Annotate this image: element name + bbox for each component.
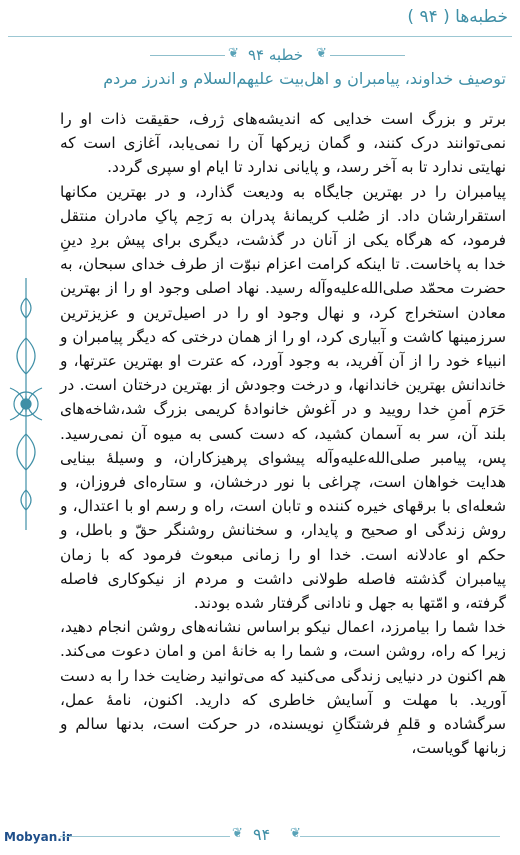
page-footer: [0, 822, 520, 855]
footer-rule-right: [300, 836, 500, 837]
margin-ornament-icon: [4, 278, 48, 530]
paragraph: خدا شما را بیامرزد، اعمال نیکو براساس نشانه‌های روشن انجام دهید، زیرا که راه، روشن است، و شما را به خانهٔ امن و امان دعوت می‌کند. هم اکنون در دنیایی زندگی می‌کنید که می‌توانید رضایت خدا را به دست آورید. با مهلت و آسایش خاطری که دارید. اکنون، نامهٔ عمل، سرگشاده و قلمِ فرشتگانِ نویسنده، در حرکت است، بدنها سالم و زبانها گویاست،: [60, 618, 506, 758]
sermon-body: [60, 107, 506, 760]
sermon-number: خطبه ۹۴: [248, 46, 304, 64]
ornament-rule-left: [150, 55, 225, 56]
paragraph: پیامبران را در بهترین جایگاه به ودیعت گذارد، و در بهترین مکانها استقرارشان داد. از صُلب کریمانهٔ پدران به رَحِم پاکِ مادران منتقل فرمود، که هرگاه یکی از آنان در گذشت، دیگری برای پیش بردِ دینِ خدا به پاخاست. تا اینکه کرامت اعزام نبوّت از طرف خدای سبحان، به حضرت محمّد صلی‌الله‌علیه‌وآله رسید. نهاد اصلی وجود او را از بهترین معادن استخراج کرد، و نهال وجود او را در اصیل‌ترین و عزیزترین سرزمینها کاشت و آبیاری کرد، او را از همان درختی که دیگر پیامبران و انبیاء خود را از آن آفرید، به وجود آورد، که عترت او بهترین عترتها، و خاندانش بهترین خاندانها، و درخت وجودش از بهترین درختان است. در حَرَم اَمنِ خدا رویید و در آغوش خانوادهٔ کریمی بزرگ شد،شاخه‌های بلند آن، سر به آسمان کشید، که دست کسی به میوه آن نمی‌رسید. پس، پیامبر صلی‌الله‌علیه‌وآله پیشوای پرهیزکاران، و وسیلهٔ بینایی هدایت خواهان است، چراغی با نور درخشان، و ستاره‌ای فروزان، و شعله‌ای با برقهای خیره کننده و تابان است، راه و رسم او با اعتدال، و روش زندگی او صحیح و پایدار، و سخنانش روشنگر حقّ و باطل، و حکم او عادلانه است. خدا او را زمانی مبعوث فرمود که با زمان پیامبران گذشته فاصله طولانی داشت و مردم از نیکوکاری فاصله گرفته، و امّتها به جهل و نادانی گرفتار شده بودند.: [60, 182, 506, 613]
paragraph: برتر و بزرگ است خدایی که اندیشه‌های ژرف، حقیقت ذات او را نمی‌توانند درک کنند، و گمان زیرکها آن را نمی‌یابد، آغازی است که نهایتی ندارد تا به آخر رسد، و پایانی ندارد تا ایام او سپری گردد.: [60, 110, 506, 177]
site-mark: Mobyan.ir: [4, 830, 72, 844]
ornament-rule-right: [330, 55, 405, 56]
page-header: [0, 0, 520, 38]
ornament-knot-icon: ❦: [290, 826, 301, 841]
footer-rule-left: [60, 836, 230, 837]
page-number: ۹۴: [253, 825, 271, 844]
sermon-subtitle: توصیف خداوند، پیامبران و اهل‌بیت علیهم‌السلام و اندرز مردم: [103, 69, 506, 88]
ornament-knot-icon: ❦: [228, 46, 239, 61]
running-head: خطبه‌ها ( ۹۴ ): [407, 7, 508, 27]
ornament-knot-icon: ❦: [232, 826, 243, 841]
ornament-knot-icon: ❦: [316, 46, 327, 61]
sermon-heading: [0, 45, 520, 67]
header-rule: [8, 36, 512, 37]
